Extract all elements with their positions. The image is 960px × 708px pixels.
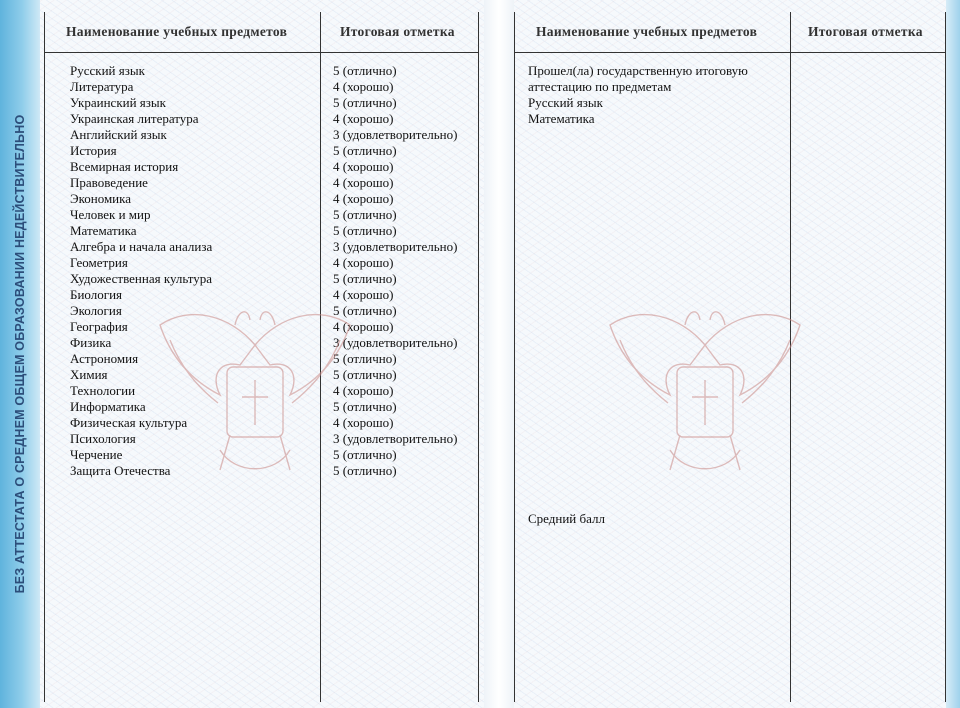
attestation-line: аттестацию по предметам xyxy=(528,79,672,94)
final-grade: 4 (хорошо) xyxy=(333,319,394,334)
subject-name: Информатика xyxy=(70,399,146,414)
average-score-text: Средний балл xyxy=(528,511,605,526)
attestation-line: Русский язык xyxy=(528,95,603,110)
final-grade: 5 (отлично) xyxy=(333,367,397,382)
subject-name: История xyxy=(70,143,117,158)
subject-name: Алгебра и начала анализа xyxy=(70,239,213,254)
final-grade: 4 (хорошо) xyxy=(333,255,394,270)
right-edge-strip xyxy=(946,0,960,708)
side-warning-text: БЕЗ АТТЕСТАТА О СРЕДНЕМ ОБЩЕМ ОБРАЗОВАНИИ НЕДЕЙСТВИТЕЛЬНО xyxy=(13,114,27,594)
coat-of-arms-emblem-icon-right xyxy=(600,285,810,495)
attestation-subject-list xyxy=(528,63,748,127)
right-header-subjects: Наименование учебных предметов xyxy=(536,24,758,39)
right-header-grade: Итоговая отметка xyxy=(808,24,923,39)
final-grade: 4 (хорошо) xyxy=(333,159,394,174)
final-grade: 4 (хорошо) xyxy=(333,79,394,94)
subject-name: Черчение xyxy=(70,447,123,462)
left-table-header-rule xyxy=(44,52,479,53)
final-grade: 4 (хорошо) xyxy=(333,415,394,430)
subject-name: Психология xyxy=(70,431,136,446)
subject-name: Биология xyxy=(70,287,123,302)
subject-name: Русский язык xyxy=(70,63,145,78)
final-grade: 5 (отлично) xyxy=(333,447,397,462)
final-grade: 4 (хорошо) xyxy=(333,383,394,398)
final-grade: 5 (отлично) xyxy=(333,271,397,286)
page-gutter xyxy=(484,0,514,708)
right-table-header-rule xyxy=(514,52,946,53)
final-grade: 5 (отлично) xyxy=(333,351,397,366)
subject-name: Химия xyxy=(70,367,108,382)
left-header-grade: Итоговая отметка xyxy=(340,24,455,39)
final-grade: 5 (отлично) xyxy=(333,399,397,414)
subject-name: Защита Отечества xyxy=(70,463,171,478)
final-grade: 4 (хорошо) xyxy=(333,111,394,126)
subject-name: Математика xyxy=(70,223,137,238)
final-grade: 3 (удовлетворительно) xyxy=(333,431,458,446)
final-grade: 5 (отлично) xyxy=(333,63,397,78)
right-table-border-left xyxy=(514,12,515,702)
coat-of-arms-emblem-icon xyxy=(150,285,360,495)
subject-name: Экология xyxy=(70,303,122,318)
subject-name: Художественная культура xyxy=(70,271,213,286)
final-grade: 5 (отлично) xyxy=(333,463,397,478)
average-score-label xyxy=(528,511,605,527)
right-table-border-right xyxy=(945,12,946,702)
final-grade: 4 (хорошо) xyxy=(333,191,394,206)
subject-name: Экономика xyxy=(70,191,132,206)
subject-name: Физика xyxy=(70,335,112,350)
subject-name: Английский язык xyxy=(70,127,167,142)
left-table-border-right xyxy=(478,12,479,702)
subject-name: Астрономия xyxy=(70,351,139,366)
final-grade: 5 (отлично) xyxy=(333,95,397,110)
final-grade: 5 (отлично) xyxy=(333,143,397,158)
final-grade: 3 (удовлетворительно) xyxy=(333,335,458,350)
subject-name: Физическая культура xyxy=(70,415,188,430)
attestation-line: Прошел(ла) государственную итоговую xyxy=(528,63,748,78)
subject-name: Геометрия xyxy=(70,255,128,270)
subject-name: География xyxy=(70,319,128,334)
subject-name: Правоведение xyxy=(70,175,148,190)
subject-name: Литература xyxy=(70,79,134,94)
subject-name: Всемирная история xyxy=(70,159,179,174)
left-table-border-left xyxy=(44,12,45,702)
subject-name: Украинская литература xyxy=(70,111,199,126)
subject-name: Технологии xyxy=(70,383,136,398)
final-grade: 5 (отлично) xyxy=(333,207,397,222)
final-grade: 5 (отлично) xyxy=(333,303,397,318)
subject-name: Украинский язык xyxy=(70,95,166,110)
final-grade: 5 (отлично) xyxy=(333,223,397,238)
left-header-subjects: Наименование учебных предметов xyxy=(66,24,288,39)
attestation-line: Математика xyxy=(528,111,595,126)
final-grade: 4 (хорошо) xyxy=(333,175,394,190)
final-grade: 4 (хорошо) xyxy=(333,287,394,302)
final-grade: 3 (удовлетворительно) xyxy=(333,127,458,142)
final-grade: 3 (удовлетворительно) xyxy=(333,239,458,254)
subject-name: Человек и мир xyxy=(70,207,151,222)
